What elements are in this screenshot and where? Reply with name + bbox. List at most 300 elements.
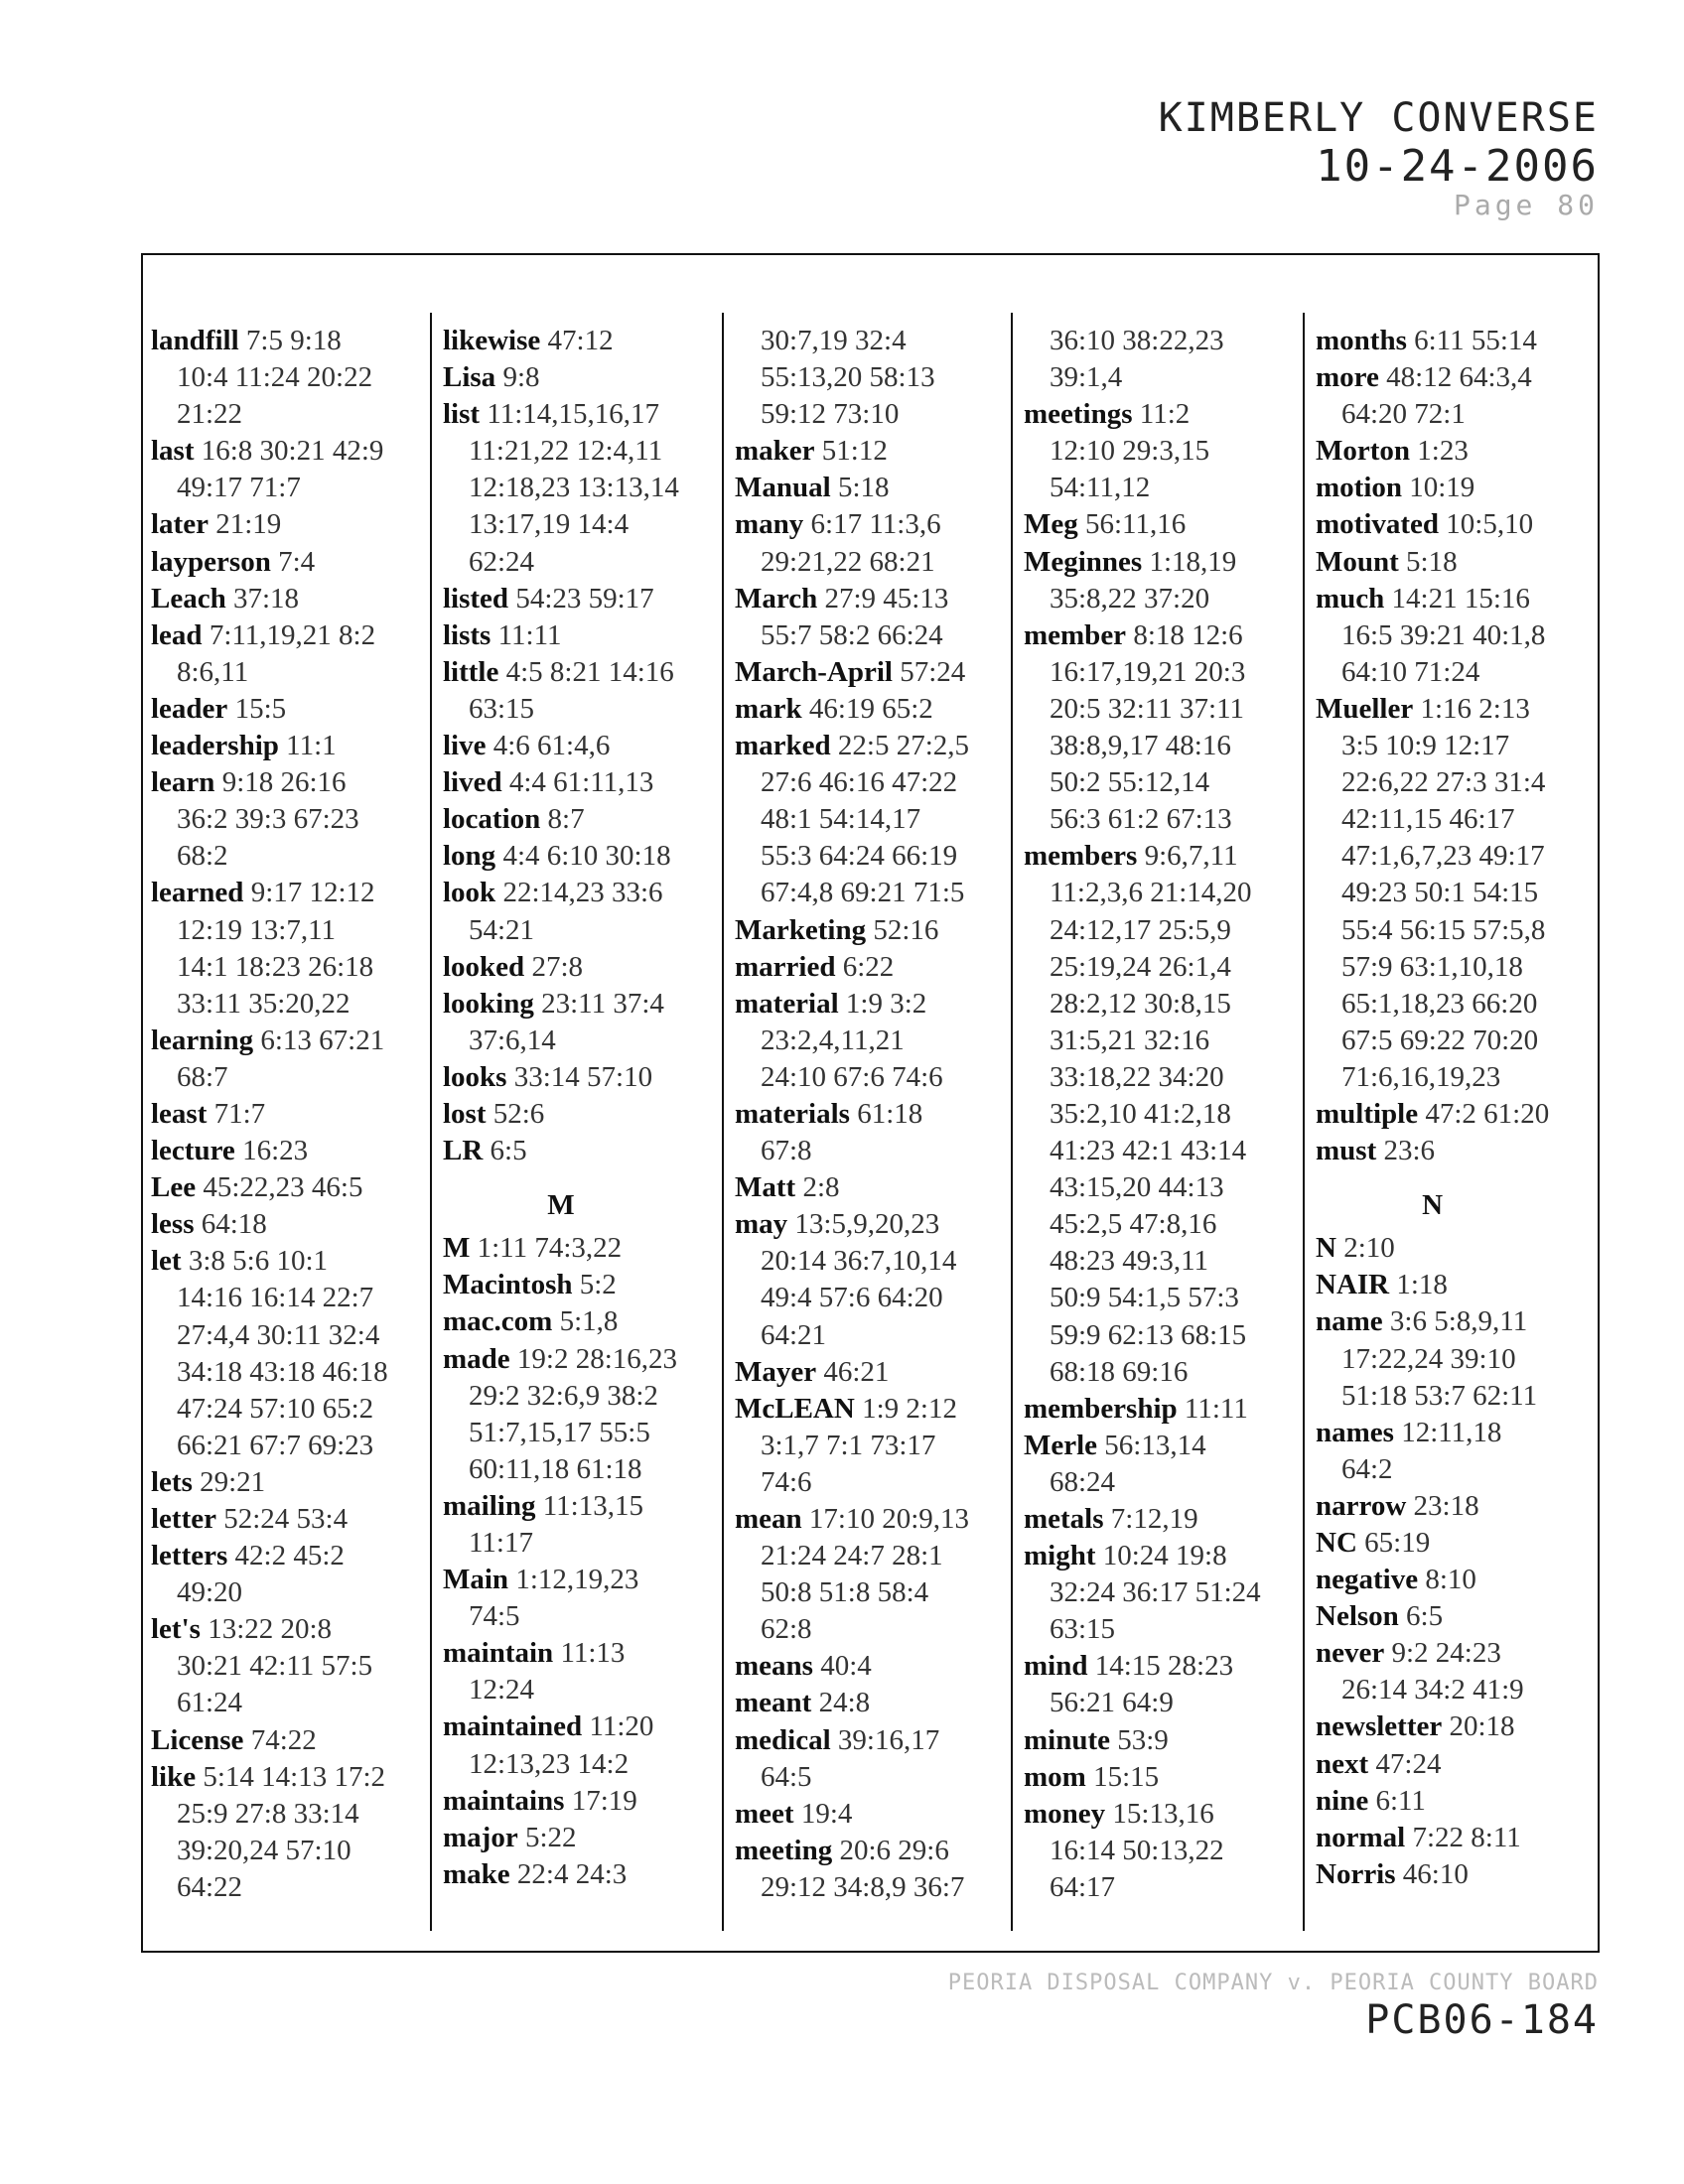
index-entry bbox=[151, 1096, 388, 1133]
index-entry bbox=[1316, 1488, 1549, 1525]
index-continuation: 64:2 bbox=[1341, 1452, 1393, 1485]
index-refs: 16:8 30:21 42:9 bbox=[201, 435, 384, 468]
index-term: NC bbox=[1316, 1527, 1357, 1559]
index-entry bbox=[735, 1685, 969, 1721]
index-term: metals bbox=[1024, 1503, 1104, 1535]
index-term: let's bbox=[151, 1613, 201, 1646]
index-entry bbox=[735, 1796, 969, 1833]
index-refs: 1:9 2:12 bbox=[862, 1392, 957, 1425]
index-entry bbox=[1024, 1391, 1261, 1428]
deponent-name: KIMBERLY CONVERSE bbox=[1158, 95, 1599, 141]
index-entry bbox=[151, 617, 388, 654]
index-entry bbox=[443, 1267, 679, 1303]
index-continuation: 59:12 73:10 bbox=[761, 398, 900, 431]
index-refs: 12:11,18 bbox=[1401, 1416, 1502, 1448]
index-continuation: 16:14 50:13,22 bbox=[1050, 1834, 1224, 1866]
index-refs: 45:22,23 46:5 bbox=[203, 1171, 363, 1204]
index-entry bbox=[1024, 396, 1261, 433]
index-entry bbox=[735, 1354, 969, 1391]
index-term: means bbox=[735, 1650, 813, 1683]
index-term: lost bbox=[443, 1097, 487, 1130]
section-letter: N bbox=[1422, 1189, 1444, 1222]
index-term: members bbox=[1024, 840, 1138, 873]
index-refs: 11:20 bbox=[589, 1710, 654, 1743]
column-divider bbox=[1011, 313, 1013, 1931]
index-refs: 10:5,10 bbox=[1446, 508, 1534, 541]
index-term: later bbox=[151, 508, 209, 541]
index-refs: 6:13 67:21 bbox=[260, 1024, 385, 1056]
index-entry bbox=[1316, 1525, 1549, 1562]
index-refs: 52:16 bbox=[873, 913, 939, 946]
index-entry bbox=[151, 1501, 388, 1538]
index-term: minute bbox=[1024, 1723, 1110, 1756]
index-entry bbox=[735, 654, 969, 691]
index-entry bbox=[735, 1391, 969, 1428]
index-entry bbox=[443, 359, 679, 396]
index-continuation: 38:8,9,17 48:16 bbox=[1050, 730, 1231, 762]
index-term: medical bbox=[735, 1723, 831, 1756]
index-continuation: 64:5 bbox=[761, 1760, 812, 1793]
index-entry bbox=[1316, 1230, 1549, 1267]
index-entry bbox=[151, 544, 388, 581]
index-entry bbox=[1316, 1856, 1549, 1893]
index-continuation: 55:4 56:15 57:5,8 bbox=[1341, 913, 1546, 946]
index-continuation: 35:2,10 41:2,18 bbox=[1050, 1097, 1231, 1130]
index-entry bbox=[443, 1708, 679, 1745]
index-entry bbox=[151, 1206, 388, 1243]
index-continuation: 54:21 bbox=[469, 913, 535, 946]
column-divider bbox=[430, 313, 432, 1931]
index-term: Mayer bbox=[735, 1355, 817, 1388]
index-refs: 17:10 20:9,13 bbox=[808, 1503, 970, 1535]
index-term: name bbox=[1316, 1305, 1383, 1338]
index-entry bbox=[443, 1059, 679, 1096]
index-continuation: 29:21,22 68:21 bbox=[761, 545, 935, 578]
index-term: more bbox=[1316, 361, 1379, 394]
index-term: newsletter bbox=[1316, 1710, 1443, 1743]
index-entry bbox=[735, 581, 969, 617]
index-refs: 15:15 bbox=[1093, 1760, 1160, 1793]
index-continuation: 74:5 bbox=[469, 1600, 520, 1633]
index-refs: 10:19 bbox=[1409, 472, 1475, 504]
index-continuation: 12:10 29:3,15 bbox=[1050, 435, 1210, 468]
index-term: LR bbox=[443, 1135, 484, 1167]
index-term: Nelson bbox=[1316, 1600, 1399, 1633]
index-entry bbox=[443, 1820, 679, 1856]
index-column-2 bbox=[443, 323, 679, 1893]
index-entry bbox=[1316, 544, 1549, 581]
index-term: Matt bbox=[735, 1171, 796, 1204]
index-entry bbox=[1316, 433, 1549, 470]
index-continuation: 63:15 bbox=[469, 692, 535, 725]
index-continuation: 49:17 71:7 bbox=[177, 472, 301, 504]
index-entry bbox=[735, 1096, 969, 1133]
index-term: Marketing bbox=[735, 913, 867, 946]
index-entry bbox=[151, 1243, 388, 1280]
index-continuation: 11:17 bbox=[469, 1527, 533, 1559]
index-refs: 7:11,19,21 8:2 bbox=[209, 618, 376, 651]
index-continuation: 66:21 67:7 69:23 bbox=[177, 1429, 374, 1461]
index-term: mac.com bbox=[443, 1305, 553, 1338]
index-refs: 5:18 bbox=[837, 472, 890, 504]
index-column-4 bbox=[1024, 323, 1261, 1906]
index-continuation: 22:6,22 27:3 31:4 bbox=[1341, 766, 1546, 799]
index-refs: 7:22 8:11 bbox=[1412, 1821, 1521, 1853]
index-refs: 4:4 61:11,13 bbox=[508, 766, 654, 799]
index-continuation: 55:3 64:24 66:19 bbox=[761, 840, 958, 873]
index-term: let bbox=[151, 1245, 182, 1278]
index-term: material bbox=[735, 987, 839, 1020]
index-entry bbox=[735, 433, 969, 470]
index-refs: 21:19 bbox=[215, 508, 282, 541]
index-entry bbox=[151, 728, 388, 764]
index-continuation: 50:2 55:12,14 bbox=[1050, 766, 1210, 799]
index-entry bbox=[443, 617, 679, 654]
index-continuation: 68:18 69:16 bbox=[1050, 1355, 1189, 1388]
column-divider bbox=[722, 313, 724, 1931]
index-continuation: 56:21 64:9 bbox=[1050, 1687, 1174, 1719]
index-term: location bbox=[443, 803, 541, 836]
index-entry bbox=[443, 581, 679, 617]
index-entry bbox=[1316, 1562, 1549, 1598]
index-refs: 47:2 61:20 bbox=[1425, 1097, 1550, 1130]
index-continuation: 26:14 34:2 41:9 bbox=[1341, 1674, 1524, 1706]
index-refs: 5:22 bbox=[524, 1821, 577, 1853]
index-refs: 6:11 55:14 bbox=[1414, 325, 1537, 356]
index-continuation: 63:15 bbox=[1050, 1613, 1116, 1646]
index-continuation: 51:7,15,17 55:5 bbox=[469, 1416, 650, 1448]
index-entry bbox=[1316, 1133, 1549, 1169]
index-entry bbox=[1024, 544, 1261, 581]
index-refs: 11:14,15,16,17 bbox=[487, 398, 660, 431]
index-refs: 9:2 24:23 bbox=[1391, 1637, 1501, 1670]
index-entry bbox=[1024, 838, 1261, 875]
index-term: least bbox=[151, 1097, 208, 1130]
index-entry bbox=[1316, 1096, 1549, 1133]
index-term: married bbox=[735, 950, 836, 983]
index-term: names bbox=[1316, 1416, 1394, 1448]
index-refs: 61:18 bbox=[857, 1097, 923, 1130]
index-continuation: 68:24 bbox=[1050, 1465, 1116, 1498]
index-refs: 46:10 bbox=[1402, 1857, 1469, 1890]
index-term: mom bbox=[1024, 1760, 1086, 1793]
index-continuation: 64:21 bbox=[761, 1318, 827, 1351]
index-term: mark bbox=[735, 692, 802, 725]
index-term: mean bbox=[735, 1503, 802, 1535]
index-refs: 39:16,17 bbox=[837, 1723, 940, 1756]
index-continuation: 67:8 bbox=[761, 1135, 812, 1167]
index-term: make bbox=[443, 1857, 510, 1890]
index-continuation: 74:6 bbox=[761, 1465, 812, 1498]
index-term: mind bbox=[1024, 1650, 1088, 1683]
index-term: Meginnes bbox=[1024, 545, 1143, 578]
index-entry bbox=[443, 728, 679, 764]
index-term: Leach bbox=[151, 582, 226, 614]
index-entry bbox=[1024, 1501, 1261, 1538]
index-refs: 9:8 bbox=[502, 361, 540, 394]
index-entry bbox=[151, 1464, 388, 1501]
index-continuation: 12:18,23 13:13,14 bbox=[469, 472, 679, 504]
index-refs: 6:17 11:3,6 bbox=[810, 508, 941, 541]
index-continuation: 64:17 bbox=[1050, 1870, 1116, 1903]
index-continuation: 13:17,19 14:4 bbox=[469, 508, 630, 541]
index-term: Lisa bbox=[443, 361, 496, 394]
index-refs: 37:18 bbox=[232, 582, 300, 614]
index-refs: 11:11 bbox=[1184, 1392, 1248, 1425]
index-entry bbox=[443, 801, 679, 838]
index-term: little bbox=[443, 655, 499, 688]
index-entry bbox=[151, 764, 388, 801]
index-term: Meg bbox=[1024, 508, 1078, 541]
index-entry bbox=[443, 1303, 679, 1340]
index-continuation: 47:24 57:10 65:2 bbox=[177, 1392, 374, 1425]
index-refs: 3:6 5:8,9,11 bbox=[1389, 1305, 1528, 1338]
index-entry bbox=[735, 912, 969, 949]
index-term: major bbox=[443, 1821, 518, 1853]
index-entry bbox=[1316, 1746, 1549, 1783]
index-refs: 17:19 bbox=[571, 1784, 637, 1817]
index-refs: 1:18 bbox=[1396, 1269, 1448, 1301]
index-term: letters bbox=[151, 1540, 228, 1572]
index-term: Morton bbox=[1316, 435, 1411, 468]
index-entry bbox=[1024, 1538, 1261, 1574]
index-term: materials bbox=[735, 1097, 850, 1130]
index-refs: 64:18 bbox=[201, 1208, 267, 1241]
index-term: learn bbox=[151, 766, 215, 799]
index-refs: 8:10 bbox=[1425, 1564, 1476, 1596]
deposition-date: 10-24-2006 bbox=[1316, 141, 1599, 192]
index-continuation: 24:12,17 25:5,9 bbox=[1050, 913, 1231, 946]
index-refs: 15:13,16 bbox=[1112, 1797, 1214, 1830]
index-entry bbox=[1024, 1648, 1261, 1685]
index-refs: 1:23 bbox=[1417, 435, 1469, 468]
page-number: Page 80 bbox=[1453, 189, 1599, 221]
index-continuation: 61:24 bbox=[177, 1687, 243, 1719]
index-refs: 14:15 28:23 bbox=[1094, 1650, 1234, 1683]
index-continuation: 36:2 39:3 67:23 bbox=[177, 803, 359, 836]
index-entry bbox=[443, 1635, 679, 1672]
index-entry bbox=[735, 506, 969, 543]
index-term: lead bbox=[151, 618, 203, 651]
index-entry bbox=[443, 1488, 679, 1525]
index-continuation: 64:10 71:24 bbox=[1341, 655, 1480, 688]
index-term: last bbox=[151, 435, 195, 468]
index-term: much bbox=[1316, 582, 1385, 614]
index-refs: 19:2 28:16,23 bbox=[516, 1342, 678, 1375]
index-entry bbox=[443, 986, 679, 1023]
index-continuation: 36:10 38:22,23 bbox=[1050, 325, 1224, 356]
index-refs: 9:18 26:16 bbox=[221, 766, 347, 799]
index-term: NAIR bbox=[1316, 1269, 1390, 1301]
index-refs: 6:5 bbox=[1406, 1600, 1444, 1633]
index-term: lists bbox=[443, 618, 491, 651]
index-refs: 6:5 bbox=[490, 1135, 527, 1167]
index-refs: 11:13,15 bbox=[542, 1489, 643, 1522]
index-entry bbox=[735, 1169, 969, 1206]
index-term: marked bbox=[735, 730, 831, 762]
index-refs: 11:11 bbox=[497, 618, 562, 651]
index-term: McLEAN bbox=[735, 1392, 855, 1425]
index-entry bbox=[1316, 323, 1549, 359]
index-refs: 4:4 6:10 30:18 bbox=[502, 840, 671, 873]
index-entry bbox=[1316, 691, 1549, 728]
index-entry bbox=[1024, 1428, 1261, 1464]
index-entry bbox=[443, 1783, 679, 1820]
index-refs: 27:8 bbox=[531, 950, 583, 983]
index-continuation: 56:3 61:2 67:13 bbox=[1050, 803, 1232, 836]
index-refs: 7:12,19 bbox=[1110, 1503, 1198, 1535]
index-continuation: 32:24 36:17 51:24 bbox=[1050, 1576, 1261, 1609]
index-column-5 bbox=[1316, 323, 1549, 1893]
index-term: may bbox=[735, 1208, 788, 1241]
index-refs: 2:10 bbox=[1343, 1232, 1395, 1265]
index-term: March bbox=[735, 582, 818, 614]
index-continuation: 29:2 32:6,9 38:2 bbox=[469, 1379, 658, 1412]
index-refs: 20:18 bbox=[1449, 1710, 1515, 1743]
index-continuation: 25:19,24 26:1,4 bbox=[1050, 950, 1231, 983]
index-term: negative bbox=[1316, 1564, 1419, 1596]
index-term: learning bbox=[151, 1024, 254, 1056]
index-term: months bbox=[1316, 325, 1407, 356]
index-term: mailing bbox=[443, 1489, 536, 1522]
index-continuation: 39:1,4 bbox=[1050, 361, 1123, 394]
index-entry bbox=[1316, 1415, 1549, 1451]
index-refs: 15:5 bbox=[234, 692, 287, 725]
index-term: Mount bbox=[1316, 545, 1399, 578]
index-refs: 1:9 3:2 bbox=[845, 987, 927, 1020]
index-refs: 74:22 bbox=[250, 1723, 317, 1756]
index-refs: 23:18 bbox=[1413, 1489, 1479, 1522]
index-refs: 6:22 bbox=[842, 950, 895, 983]
index-entry bbox=[151, 1759, 388, 1796]
index-refs: 27:9 45:13 bbox=[824, 582, 949, 614]
index-term: multiple bbox=[1316, 1097, 1419, 1130]
index-entry bbox=[1316, 1708, 1549, 1745]
index-continuation: 67:5 69:22 70:20 bbox=[1341, 1024, 1539, 1056]
index-refs: 2:8 bbox=[802, 1171, 840, 1204]
index-continuation: 27:6 46:16 47:22 bbox=[761, 766, 958, 799]
index-continuation: 51:18 53:7 62:11 bbox=[1341, 1379, 1538, 1412]
index-continuation: 16:17,19,21 20:3 bbox=[1050, 655, 1246, 688]
index-continuation: 64:22 bbox=[177, 1870, 243, 1903]
index-continuation: 20:5 32:11 37:11 bbox=[1050, 692, 1245, 725]
index-refs: 4:5 8:21 14:16 bbox=[505, 655, 674, 688]
index-refs: 7:5 9:18 bbox=[245, 325, 342, 356]
index-continuation: 31:5,21 32:16 bbox=[1050, 1024, 1210, 1056]
index-continuation: 16:5 39:21 40:1,8 bbox=[1341, 618, 1546, 651]
index-refs: 52:6 bbox=[492, 1097, 545, 1130]
index-term: nine bbox=[1316, 1784, 1369, 1817]
index-term: maintain bbox=[443, 1637, 554, 1670]
section-letter: M bbox=[547, 1189, 575, 1222]
index-entry bbox=[151, 323, 388, 359]
index-refs: 65:19 bbox=[1364, 1527, 1431, 1559]
index-entry bbox=[1316, 359, 1549, 396]
index-term: lived bbox=[443, 766, 502, 799]
index-term: Merle bbox=[1024, 1429, 1098, 1461]
index-entry bbox=[1316, 1783, 1549, 1820]
index-term: looking bbox=[443, 987, 534, 1020]
index-refs: 8:7 bbox=[547, 803, 585, 836]
index-continuation: 20:14 36:7,10,14 bbox=[761, 1245, 957, 1278]
index-refs: 71:7 bbox=[213, 1097, 266, 1130]
index-term: list bbox=[443, 398, 481, 431]
index-entry bbox=[151, 1133, 388, 1169]
index-refs: 5:14 14:13 17:2 bbox=[203, 1760, 386, 1793]
index-term: meant bbox=[735, 1687, 812, 1719]
index-entry bbox=[443, 323, 679, 359]
index-term: might bbox=[1024, 1540, 1096, 1572]
index-entry bbox=[735, 1501, 969, 1538]
index-continuation: 30:21 42:11 57:5 bbox=[177, 1650, 373, 1683]
index-entry bbox=[443, 949, 679, 986]
index-refs: 13:22 20:8 bbox=[208, 1613, 333, 1646]
index-term: Mueller bbox=[1316, 692, 1414, 725]
index-term: made bbox=[443, 1342, 510, 1375]
index-entry bbox=[735, 986, 969, 1023]
column-divider bbox=[1303, 313, 1305, 1931]
index-continuation: 45:2,5 47:8,16 bbox=[1050, 1208, 1217, 1241]
index-refs: 56:13,14 bbox=[1104, 1429, 1206, 1461]
index-entry bbox=[443, 764, 679, 801]
index-continuation: 23:2,4,11,21 bbox=[761, 1024, 905, 1056]
index-refs: 7:4 bbox=[278, 545, 316, 578]
index-continuation: 42:11,15 46:17 bbox=[1341, 803, 1515, 836]
index-continuation: 33:11 35:20,22 bbox=[177, 987, 351, 1020]
index-refs: 19:4 bbox=[800, 1797, 853, 1830]
index-entry bbox=[1024, 617, 1261, 654]
index-refs: 16:23 bbox=[242, 1135, 309, 1167]
index-continuation: 8:6,11 bbox=[177, 655, 249, 688]
index-term: normal bbox=[1316, 1821, 1406, 1853]
index-entry bbox=[443, 654, 679, 691]
index-entry bbox=[1316, 581, 1549, 617]
index-term: M bbox=[443, 1232, 471, 1265]
index-continuation: 57:9 63:1,10,18 bbox=[1341, 950, 1523, 983]
index-refs: 52:24 53:4 bbox=[223, 1503, 349, 1535]
index-term: leader bbox=[151, 692, 228, 725]
index-refs: 3:8 5:6 10:1 bbox=[188, 1245, 329, 1278]
index-refs: 47:12 bbox=[547, 325, 614, 356]
index-term: Macintosh bbox=[443, 1269, 573, 1301]
index-continuation: 54:11,12 bbox=[1050, 472, 1151, 504]
index-refs: 23:11 37:4 bbox=[541, 987, 664, 1020]
index-entry bbox=[443, 1096, 679, 1133]
index-term: Lee bbox=[151, 1171, 197, 1204]
index-refs: 56:11,16 bbox=[1085, 508, 1187, 541]
index-term: landfill bbox=[151, 325, 239, 356]
index-continuation: 48:23 49:3,11 bbox=[1050, 1245, 1209, 1278]
index-continuation: 64:20 72:1 bbox=[1341, 398, 1466, 431]
index-continuation: 41:23 42:1 43:14 bbox=[1050, 1135, 1247, 1167]
index-term: long bbox=[443, 840, 496, 873]
index-refs: 1:18,19 bbox=[1149, 545, 1237, 578]
index-continuation: 47:1,6,7,23 49:17 bbox=[1341, 840, 1545, 873]
index-continuation: 27:4,4 30:11 32:4 bbox=[177, 1318, 380, 1351]
index-continuation: 3:5 10:9 12:17 bbox=[1341, 730, 1510, 762]
index-continuation: 59:9 62:13 68:15 bbox=[1050, 1318, 1247, 1351]
index-term: membership bbox=[1024, 1392, 1178, 1425]
index-entry bbox=[443, 396, 679, 433]
index-continuation: 21:24 24:7 28:1 bbox=[761, 1540, 943, 1572]
index-entry bbox=[1316, 1598, 1549, 1635]
index-entry bbox=[1316, 506, 1549, 543]
index-continuation: 49:23 50:1 54:15 bbox=[1341, 877, 1539, 909]
index-continuation: 60:11,18 61:18 bbox=[469, 1452, 642, 1485]
index-term: meetings bbox=[1024, 398, 1133, 431]
index-term: member bbox=[1024, 618, 1127, 651]
index-refs: 11:1 bbox=[286, 730, 337, 762]
